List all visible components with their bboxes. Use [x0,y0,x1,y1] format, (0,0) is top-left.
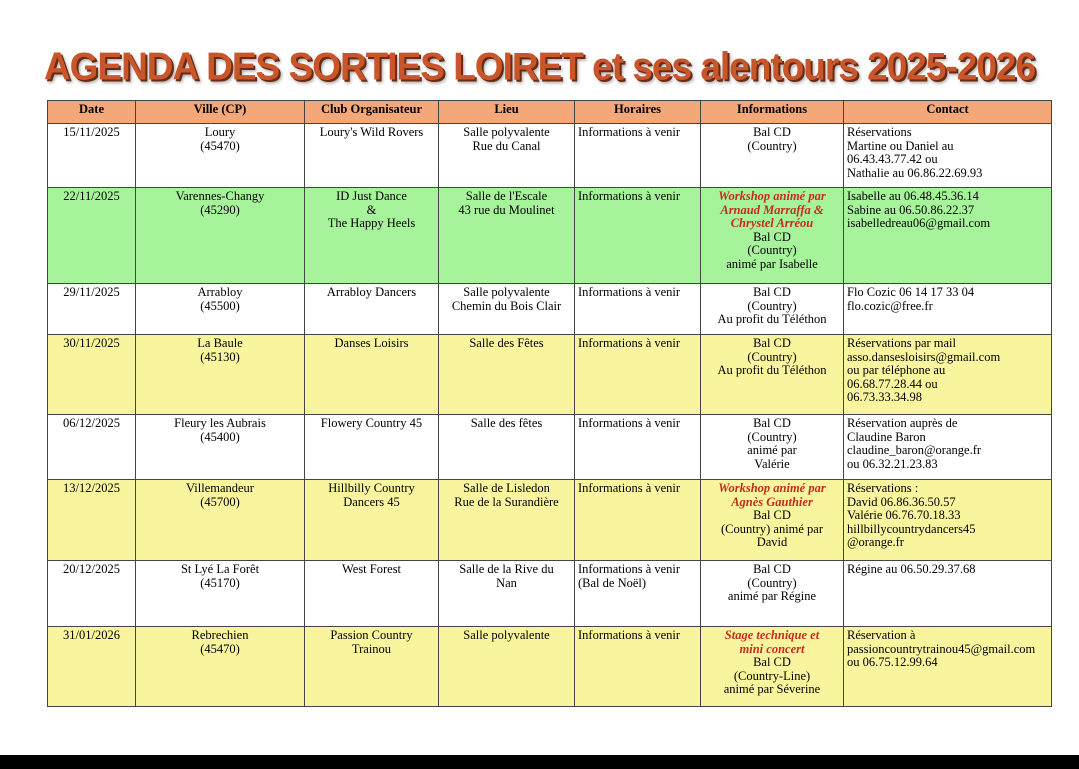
cell-informations [701,284,844,335]
club-line: Danses Loisirs [334,336,409,350]
contact-line: Isabelle au 06.48.45.36.14 [847,189,979,203]
contact-line: Valérie 06.76.70.18.33 [847,508,961,522]
cell-contact [844,124,1052,188]
column-header-club: Club Organisateur [305,101,439,124]
contact-line: Réservation auprès de [847,416,958,430]
contact-line: Réservation à [847,628,916,642]
horaires-line: Informations à venir [578,336,681,350]
club-line: Passion Country [330,628,413,642]
info-line: Au profit du Téléthon [717,363,827,377]
cell-horaires [575,284,701,335]
club-line: West Forest [341,562,402,576]
lieu-line: Salle des Fêtes [469,336,544,350]
cell-lieu [439,124,575,188]
cell-horaires [575,627,701,707]
info-line: Bal CD [753,229,791,244]
cell-contact [844,335,1052,415]
cell-informations [701,335,844,415]
cell-lieu [439,284,575,335]
lieu-line: Salle de Lisledon [463,481,550,495]
cell-date: 29/11/2025 [48,284,136,335]
cell-informations [701,480,844,561]
contact-line: David 06.86.36.50.57 [847,494,956,509]
ville-name: Rebrechien [191,628,249,642]
info-highlight-line: mini concert [739,641,805,656]
cell-contact [844,284,1052,335]
cell-lieu [439,415,575,480]
contact-line: passioncountrytrainou45@gmail.com [847,641,1036,656]
ville-postcode: (45700) [200,494,240,509]
info-line: (Country) animé par [720,521,824,536]
lieu-line: Salle polyvalente [463,628,550,642]
info-line: animé par Régine [727,589,817,603]
info-line: Bal CD [753,508,791,522]
info-highlight-line: Workshop animé par [718,481,826,495]
club-line: ID Just Dance [336,189,407,203]
cell-ville [136,335,305,415]
cell-horaires [575,415,701,480]
ville-postcode: (45470) [200,641,240,656]
cell-club [305,124,439,188]
contact-line: ou 06.32.21.23.83 [847,456,938,471]
cell-contact [844,480,1052,561]
ville-postcode: (45500) [200,298,240,313]
cell-ville [136,188,305,284]
info-line: animé par Isabelle [726,256,818,271]
ville-postcode: (45470) [200,138,240,153]
lieu-line: Salle de la Rive du [459,562,554,576]
agenda-table [47,100,1052,707]
club-line: Loury's Wild Rovers [319,125,424,139]
contact-line: isabelledreau06@gmail.com [847,216,991,230]
cell-date: 15/11/2025 [48,124,136,188]
info-line: Bal CD [753,336,791,350]
cell-date: 22/11/2025 [48,188,136,284]
club-line: & [366,202,377,217]
cell-informations [701,415,844,480]
column-header-contact: Contact [844,101,1052,124]
club-line: Trainou [351,641,392,656]
contact-line: Sabine au 06.50.86.22.37 [847,202,975,217]
cell-club [305,561,439,627]
cell-informations [701,627,844,707]
page-title: AGENDA DES SORTIES LOIRET et ses alentours 2025-2026 [43,44,1036,88]
ville-postcode: (45130) [200,349,240,364]
horaires-line: Informations à venir [578,189,681,203]
contact-line: @orange.fr [847,535,904,549]
cell-ville [136,124,305,188]
contact-line: asso.dansesloisirs@gmail.com [847,349,1001,364]
ville-postcode: (45400) [200,429,240,444]
lieu-line: Salle polyvalente [463,285,550,299]
info-line: (Country) [747,575,797,590]
club-line: Arrabloy Dancers [326,285,417,299]
info-highlight-line: Agnès Gauthier [731,494,813,509]
info-highlight-line: Arnaud Marraffa & [720,202,824,217]
cell-contact [844,188,1052,284]
cell-horaires [575,188,701,284]
club-line: Hillbilly Country [328,481,415,495]
lieu-line: Salle des fêtes [470,416,543,430]
cell-ville [136,561,305,627]
horaires-line: Informations à venir [578,562,681,576]
column-header-ville: Ville (CP) [136,101,305,124]
cell-lieu [439,480,575,561]
lieu-line: Salle polyvalente [463,125,550,139]
cell-horaires [575,561,701,627]
ville-name: Varennes-Changy [175,189,265,203]
table-row [48,124,1052,188]
info-highlight-line: Stage technique et [724,628,820,642]
info-line: Bal CD [753,562,791,576]
table-row [48,335,1052,415]
lieu-line: Rue de la Surandière [454,494,559,509]
contact-line: flo.cozic@free.fr [847,298,933,313]
info-line: Bal CD [753,416,791,430]
contact-line: ou 06.75.12.99.64 [847,655,938,669]
cell-horaires [575,335,701,415]
cell-club [305,415,439,480]
cell-contact [844,627,1052,707]
contact-line: Flo Cozic 06 14 17 33 04 [847,285,975,299]
contact-line: 06.73.33.34.98 [847,390,922,404]
ville-postcode: (45170) [200,575,240,590]
cell-contact [844,561,1052,627]
cell-club [305,335,439,415]
table-row [48,284,1052,335]
cell-date: 30/11/2025 [48,335,136,415]
info-line: animé par [747,443,797,457]
cell-informations [701,188,844,284]
horaires-line: Informations à venir [578,481,681,495]
cell-club [305,188,439,284]
cell-date: 13/12/2025 [48,480,136,561]
cell-ville [136,480,305,561]
contact-line: Réservations : [847,481,919,495]
contact-line: 06.43.43.77.42 ou [847,152,938,166]
info-line: (Country) [747,298,797,313]
info-highlight-line: Chrystel Arréou [730,216,814,230]
cell-date: 20/12/2025 [48,561,136,627]
info-line: animé par Séverine [723,682,821,696]
cell-ville [136,284,305,335]
column-header-lieu: Lieu [439,101,575,124]
cell-date: 06/12/2025 [48,415,136,480]
cell-lieu [439,627,575,707]
ville-name: Arrabloy [197,285,243,299]
table-row [48,188,1052,284]
cell-lieu [439,335,575,415]
club-line: The Happy Heels [327,216,416,230]
column-header-date: Date [48,101,136,124]
horaires-line: (Bal de Noël) [578,575,647,590]
contact-line: Régine au 06.50.29.37.68 [847,562,976,576]
table-row [48,561,1052,627]
table-row [48,415,1052,480]
contact-line: claudine_baron@orange.fr [847,443,982,457]
info-line: Au profit du Téléthon [717,312,827,326]
info-line: (Country) [747,138,797,153]
ville-name: Villemandeur [186,481,254,495]
lieu-line: Nan [496,575,517,590]
ville-name: La Baule [197,336,243,350]
cell-club [305,627,439,707]
ville-postcode: (45290) [200,202,240,217]
info-line: Bal CD [753,285,791,299]
info-line: Bal CD [753,125,791,139]
header-row [48,101,1052,124]
info-line: David [756,535,788,549]
info-highlight-line: Workshop animé par [718,189,826,203]
cell-lieu [439,188,575,284]
cell-horaires [575,124,701,188]
column-header-horaires: Horaires [575,101,701,124]
ville-name: Fleury les Aubrais [174,416,266,430]
lieu-line: Chemin du Bois Clair [451,298,562,313]
contact-line: Nathalie au 06.86.22.69.93 [847,165,983,180]
contact-line: 06.68.77.28.44 ou [847,376,938,391]
horaires-line: Informations à venir [578,628,681,642]
cell-ville [136,627,305,707]
table-row [48,480,1052,561]
cell-informations [701,124,844,188]
cell-contact [844,415,1052,480]
info-line: (Country-Line) [733,668,811,683]
bottom-black-bar [0,755,1079,769]
contact-line: Martine ou Daniel au [847,138,954,153]
cell-ville [136,415,305,480]
club-line: Dancers 45 [343,494,400,509]
club-line: Flowery Country 45 [320,416,423,430]
lieu-line: Salle de l'Escale [465,189,548,203]
table-row [48,627,1052,707]
contact-line: Réservations par mail [847,336,956,350]
horaires-line: Informations à venir [578,125,681,139]
info-line: Valérie [754,456,790,471]
cell-lieu [439,561,575,627]
contact-line: Claudine Baron [847,429,926,444]
cell-informations [701,561,844,627]
info-line: (Country) [747,429,797,444]
cell-club [305,284,439,335]
cell-date: 31/01/2026 [48,627,136,707]
info-line: Bal CD [753,655,791,669]
ville-name: Loury [204,125,236,139]
lieu-line: Rue du Canal [472,138,541,153]
contact-line: Réservations [847,125,912,139]
contact-line: ou par téléphone au [847,363,946,377]
contact-line: hillbillycountrydancers45 [847,521,976,536]
lieu-line: 43 rue du Moulinet [458,202,555,217]
cell-horaires [575,480,701,561]
cell-club [305,480,439,561]
horaires-line: Informations à venir [578,285,681,299]
info-line: (Country) [747,243,797,257]
horaires-line: Informations à venir [578,416,681,430]
ville-name: St Lyé La Forêt [180,562,260,576]
info-line: (Country) [747,349,797,364]
column-header-informations: Informations [701,101,844,124]
